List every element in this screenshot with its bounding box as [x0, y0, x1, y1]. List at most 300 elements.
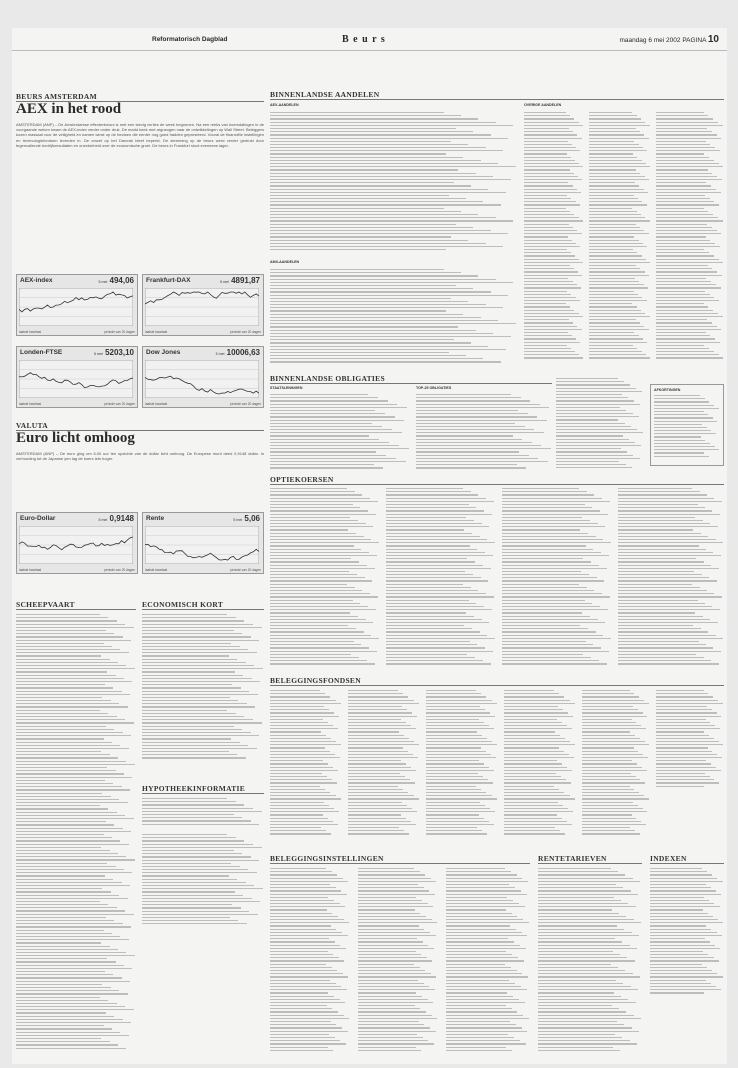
text-line [270, 1005, 327, 1006]
text-line [502, 488, 579, 489]
text-line [446, 980, 509, 981]
text-line [16, 770, 116, 771]
text-line [524, 291, 567, 292]
text-line [656, 313, 718, 314]
text-line [142, 882, 246, 883]
text-line [538, 1015, 634, 1016]
text-line [270, 144, 468, 145]
text-line [348, 747, 403, 748]
text-line [270, 906, 345, 907]
text-line [589, 287, 648, 288]
text-line [556, 442, 635, 443]
text-line [270, 320, 498, 321]
text-line [416, 426, 525, 427]
text-line [524, 278, 568, 279]
text-line [446, 1015, 523, 1016]
text-line [16, 780, 105, 781]
text-line [650, 992, 704, 993]
text-line [386, 603, 476, 604]
text-line [524, 160, 575, 161]
text-line [270, 970, 337, 971]
text-line [618, 622, 718, 623]
text-line [416, 413, 528, 414]
text-line [524, 192, 581, 193]
text-line [16, 764, 135, 765]
text-line [270, 878, 343, 879]
text-line [650, 913, 708, 914]
text-line [589, 179, 649, 180]
text-line [348, 728, 416, 729]
text-line [656, 747, 708, 748]
text-line [270, 983, 336, 984]
text-line [270, 439, 379, 440]
text-line [446, 992, 507, 993]
text-line [582, 690, 630, 691]
text-line [358, 919, 432, 920]
text-line [348, 706, 402, 707]
text-line [16, 869, 124, 870]
text-line [416, 410, 518, 411]
text-line [270, 776, 327, 777]
text-line [556, 423, 625, 424]
text-line [504, 824, 572, 825]
text-line [386, 558, 467, 559]
text-line [270, 461, 406, 462]
text-line [386, 631, 480, 632]
text-line [502, 510, 600, 511]
text-line [556, 416, 639, 417]
text-line [538, 1037, 622, 1038]
text-line [656, 751, 712, 752]
text-line [446, 900, 513, 901]
text-line [270, 208, 444, 209]
text-line [524, 166, 583, 167]
text-line [656, 138, 721, 139]
text-line [656, 141, 706, 142]
text-line [589, 262, 650, 263]
text-line [656, 112, 704, 113]
text-line [358, 884, 418, 885]
text-line [589, 122, 645, 123]
text-line [270, 925, 331, 926]
text-line [358, 925, 419, 926]
text-line [16, 1009, 134, 1010]
text-line [348, 703, 419, 704]
text-line [16, 1006, 125, 1007]
text-line [270, 919, 344, 920]
text-line [270, 429, 392, 430]
text-line [589, 144, 639, 145]
text-line [142, 735, 259, 736]
text-line [538, 1043, 637, 1044]
text-line [16, 952, 126, 953]
text-line [270, 330, 476, 331]
text-line [538, 913, 619, 914]
text-line [348, 760, 401, 761]
text-line [142, 856, 251, 857]
text-line [538, 919, 634, 920]
text-line [270, 442, 389, 443]
text-line [650, 906, 720, 907]
text-line [656, 316, 723, 317]
text-line [142, 627, 262, 628]
text-line [538, 1018, 641, 1019]
text-line [446, 1034, 508, 1035]
text-line [270, 558, 351, 559]
text-line [656, 268, 712, 269]
text-line [16, 888, 102, 889]
text-line [426, 802, 480, 803]
text-line [348, 696, 408, 697]
text-line [524, 287, 581, 288]
text-line [524, 316, 583, 317]
text-line [538, 1034, 615, 1035]
text-line [270, 317, 481, 318]
text-line [618, 536, 708, 537]
text-line [270, 964, 326, 965]
text-line [524, 150, 580, 151]
text-line [142, 719, 253, 720]
text-line [386, 606, 484, 607]
text-line [142, 652, 257, 653]
text-line [142, 659, 237, 660]
text-line [589, 329, 649, 330]
scheepvaart-text [16, 614, 136, 1054]
text-line [589, 275, 649, 276]
text-line [618, 561, 704, 562]
text-line [142, 633, 242, 634]
text-line [416, 400, 530, 401]
text-line [16, 773, 124, 774]
text-line [16, 1028, 112, 1029]
text-line [358, 964, 414, 965]
text-line [16, 671, 107, 672]
text-line [502, 536, 596, 537]
text-line [358, 1043, 434, 1044]
text-line [270, 909, 327, 910]
text-line [270, 827, 321, 828]
text-line [618, 628, 701, 629]
text-line [16, 706, 128, 707]
text-line [618, 533, 701, 534]
text-line [386, 510, 484, 511]
text-line [589, 182, 635, 183]
text-line [656, 690, 704, 691]
text-line [446, 957, 518, 958]
text-line [142, 853, 242, 854]
text-line [556, 426, 631, 427]
text-line [654, 427, 707, 428]
text-line [589, 185, 639, 186]
text-line [16, 754, 110, 755]
text-line [16, 1012, 106, 1013]
text-line [524, 115, 570, 116]
text-line [446, 1027, 522, 1028]
text-line [16, 627, 134, 628]
text-line [656, 297, 714, 298]
text-line [426, 731, 477, 732]
text-line [270, 663, 375, 664]
text-line [538, 1021, 617, 1022]
text-line [654, 424, 702, 425]
text-line [504, 741, 570, 742]
text-line [538, 948, 637, 949]
text-line [538, 925, 617, 926]
text-line [656, 284, 716, 285]
text-line [270, 423, 372, 424]
text-line [16, 853, 118, 854]
staatsleningen-label: STAATSLENINGEN [270, 386, 303, 390]
text-line [16, 793, 102, 794]
text-line [142, 901, 260, 902]
text-line [656, 122, 718, 123]
text-line [538, 1002, 636, 1003]
optiekoersen-col3 [502, 488, 612, 668]
text-line [358, 932, 430, 933]
text-line [16, 939, 129, 940]
text-line [524, 306, 570, 307]
text-line [270, 779, 332, 780]
text-line [589, 115, 637, 116]
text-line [16, 971, 105, 972]
text-line [16, 859, 135, 860]
text-line [270, 622, 373, 623]
text-line [504, 795, 570, 796]
text-line [270, 555, 377, 556]
fondsen-col3 [426, 690, 498, 838]
text-line [348, 716, 417, 717]
text-line [16, 872, 132, 873]
text-line [556, 429, 637, 430]
text-line [589, 271, 645, 272]
text-line [270, 533, 356, 534]
text-line [348, 808, 412, 809]
text-line [270, 1027, 342, 1028]
text-line [589, 160, 642, 161]
text-line [386, 577, 481, 578]
text-line [270, 230, 491, 231]
chart-eurusd-line [19, 526, 133, 564]
text-line [270, 657, 359, 658]
text-line [502, 507, 592, 508]
text-line [589, 319, 636, 320]
text-line [270, 992, 328, 993]
text-line [270, 660, 367, 661]
text-line [142, 804, 244, 805]
text-line [386, 619, 482, 620]
text-line [270, 269, 444, 270]
text-line [270, 887, 336, 888]
text-line [270, 192, 506, 193]
text-line [386, 600, 469, 601]
text-line [656, 214, 713, 215]
text-line [589, 281, 639, 282]
text-line [618, 539, 716, 540]
text-line [504, 821, 567, 822]
text-line [358, 986, 429, 987]
text-line [270, 709, 329, 710]
text-line [656, 335, 710, 336]
text-line [656, 735, 709, 736]
text-line [142, 684, 232, 685]
text-line [386, 498, 486, 499]
text-line [270, 938, 329, 939]
text-line [358, 897, 416, 898]
text-line [426, 696, 486, 697]
text-line [348, 795, 414, 796]
text-line [589, 354, 646, 355]
text-line [656, 131, 712, 132]
text-line [538, 992, 614, 993]
text-line [589, 268, 640, 269]
text-line [502, 596, 610, 597]
text-line [589, 134, 644, 135]
text-line [16, 719, 125, 720]
text-line [270, 352, 449, 353]
text-line [386, 654, 467, 655]
text-line [504, 798, 575, 799]
text-line [654, 408, 719, 409]
text-line [270, 1002, 345, 1003]
text-line [446, 996, 513, 997]
text-line [270, 722, 328, 723]
text-line [16, 958, 107, 959]
text-line [589, 335, 639, 336]
text-line [446, 932, 522, 933]
text-line [426, 792, 486, 793]
text-line [386, 660, 483, 661]
text-line [16, 726, 106, 727]
text-line [416, 397, 521, 398]
text-line [16, 614, 100, 615]
section-binnenlandse-obligaties: BINNENLANDSE OBLIGATIES [270, 374, 385, 383]
text-line [142, 866, 240, 867]
text-line [348, 709, 407, 710]
text-line [618, 651, 721, 652]
text-line [589, 259, 646, 260]
text-line [358, 929, 424, 930]
text-line [386, 635, 487, 636]
text-line [524, 201, 576, 202]
text-line [348, 805, 407, 806]
text-line [446, 871, 511, 872]
text-line [358, 967, 420, 968]
text-line [270, 298, 451, 299]
section-scheepvaart: SCHEEPVAART [16, 600, 75, 609]
text-line [618, 568, 719, 569]
text-line [589, 128, 636, 129]
text-line [270, 416, 395, 417]
text-line [270, 874, 337, 875]
text-line [504, 728, 572, 729]
text-line [589, 169, 636, 170]
text-line [618, 507, 705, 508]
text-line [504, 700, 570, 701]
text-line [426, 712, 490, 713]
text-line [582, 757, 648, 758]
text-line [142, 754, 237, 755]
text-line [270, 690, 320, 691]
text-line [270, 696, 330, 697]
text-line [358, 938, 417, 939]
optiekoersen-col2 [386, 488, 496, 668]
text-line [270, 805, 329, 806]
text-line [270, 706, 324, 707]
text-line [142, 923, 247, 924]
text-line [446, 878, 522, 879]
text-line [524, 357, 583, 358]
text-line [589, 138, 649, 139]
text-line [270, 941, 335, 942]
text-line [589, 342, 647, 343]
text-line [426, 773, 478, 774]
text-line [656, 763, 711, 764]
text-line [270, 346, 488, 347]
text-line [270, 201, 483, 202]
text-line [502, 574, 589, 575]
text-line [538, 1011, 626, 1012]
text-line [386, 590, 478, 591]
text-line [656, 150, 720, 151]
text-line [358, 894, 435, 895]
text-line [524, 326, 577, 327]
text-line [502, 628, 588, 629]
text-line [270, 115, 461, 116]
text-line [650, 874, 712, 875]
section-economisch-kort: ECONOMISCH KORT [142, 600, 224, 609]
text-line [142, 640, 259, 641]
text-line [16, 914, 134, 915]
text-line [656, 179, 722, 180]
text-line [270, 323, 516, 324]
overige-aandelen-col1 [524, 112, 584, 364]
text-line [504, 805, 563, 806]
text-line [656, 182, 706, 183]
text-line [618, 529, 693, 530]
text-line [589, 173, 640, 174]
text-line [654, 446, 715, 447]
text-line [589, 332, 634, 333]
text-line [524, 303, 566, 304]
text-line [426, 693, 481, 694]
text-line [589, 297, 642, 298]
text-line [524, 227, 573, 228]
text-line [416, 423, 515, 424]
text-line [16, 821, 106, 822]
text-line [142, 834, 227, 835]
text-line [270, 600, 353, 601]
text-line [16, 796, 111, 797]
text-line [348, 700, 414, 701]
text-line [142, 907, 241, 908]
text-line [618, 641, 699, 642]
text-line [270, 467, 383, 468]
section-valuta: VALUTA [16, 421, 48, 430]
text-line [270, 118, 478, 119]
text-line [502, 638, 611, 639]
text-line [446, 989, 527, 990]
text-line [618, 600, 698, 601]
text-line [16, 617, 108, 618]
text-line [358, 996, 422, 997]
text-line [270, 173, 476, 174]
text-line [16, 799, 119, 800]
amx-aandelen-label: AMX-AANDELEN [270, 260, 300, 264]
text-line [618, 517, 695, 518]
text-line [618, 635, 716, 636]
text-line [656, 725, 715, 726]
text-line [524, 240, 572, 241]
